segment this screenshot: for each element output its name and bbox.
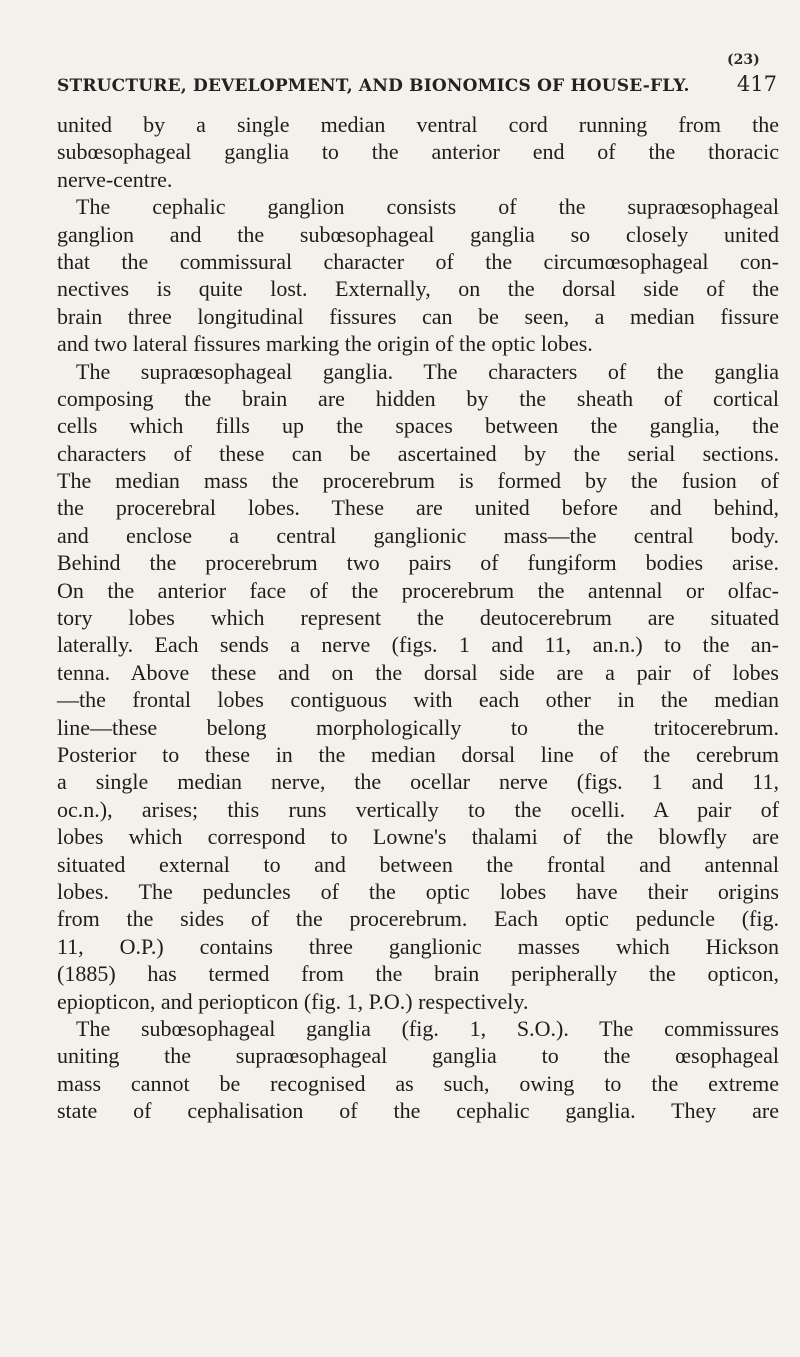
text-line: state of cephalisation of the cephalic ganglia. They are [57,1098,779,1124]
text-line: from the sides of the procerebrum. Each optic peduncle (fig. [57,906,779,932]
text-line: 11, O.P.) contains three ganglionic masses which Hickson [57,933,779,959]
text-line: Posterior to these in the median dorsal line of the cerebrum [57,741,779,767]
text-line: The supraœsophageal ganglia. The characters of the ganglia [76,358,779,384]
text-line: nectives is quite lost. Externally, on the dorsal side of the [57,276,779,302]
text-line: line—these belong morphologically to the tritocerebrum. [57,714,779,740]
text-line: lobes which correspond to Lowne's thalami of the blowfly are [57,824,779,850]
text-line: —the frontal lobes contiguous with each other in the median [57,687,779,713]
text-line: The subœsophageal ganglia (fig. 1, S.O.). The commissures [76,1015,779,1041]
text-line: oc.n.), arises; this runs vertically to the ocelli. A pair of [57,796,779,822]
text-line: composing the brain are hidden by the sheath of cortical [57,385,779,411]
text-line: subœsophageal ganglia to the anterior end of the thoracic [57,139,779,165]
text-line: and enclose a central ganglionic mass—the central body. [57,522,779,548]
page-header [57,72,777,96]
text-line: laterally. Each sends a nerve (figs. 1 and 11, an.n.) to the an- [57,632,779,658]
text-line: a single median nerve, the ocellar nerve (figs. 1 and 11, [57,769,779,795]
page-number: 417 [736,72,777,96]
text-line: brain three longitudinal fissures can be seen, a median fissure [57,303,779,329]
text-line: united by a single median ventral cord running from the [57,112,779,137]
body-text [57,111,779,1124]
text-line: On the anterior face of the procerebrum the antennal or olfac- [57,577,779,603]
text-line: tory lobes which represent the deutocerebrum are situated [57,605,779,631]
text-line: that the commissural character of the circumœsophageal con- [57,248,779,274]
running-head: STRUCTURE, DEVELOPMENT, AND BIONOMICS OF HOUSE-FLY. [57,76,690,96]
text-line: mass cannot be recognised as such, owing to the extreme [57,1070,779,1096]
text-line: lobes. The peduncles of the optic lobes have their origins [57,878,779,904]
signature-mark: (23) [727,52,760,68]
text-line: and two lateral fissures marking the origin of the optic lobes. [57,331,593,357]
text-line: epiopticon, and periopticon (fig. 1, P.O.) respectively. [57,988,529,1014]
text-line: nerve-centre. [57,166,173,192]
text-line: The cephalic ganglion consists of the supraœsophageal [76,194,779,220]
text-line: the procerebral lobes. These are united before and behind, [57,495,779,521]
text-line: tenna. Above these and on the dorsal side are a pair of lobes [57,659,779,685]
text-line: (1885) has termed from the brain peripherally the opticon, [57,961,779,987]
text-line: Behind the procerebrum two pairs of fungiform bodies arise. [57,550,779,576]
text-line: cells which fills up the spaces between the ganglia, the [57,413,779,439]
text-line: The median mass the procerebrum is formed by the fusion of [57,468,779,494]
text-line: situated external to and between the frontal and antennal [57,851,779,877]
text-line: characters of these can be ascertained by the serial sections. [57,440,779,466]
text-line: ganglion and the subœsophageal ganglia so closely united [57,221,779,247]
text-line: uniting the supraœsophageal ganglia to the œsophageal [57,1043,779,1069]
